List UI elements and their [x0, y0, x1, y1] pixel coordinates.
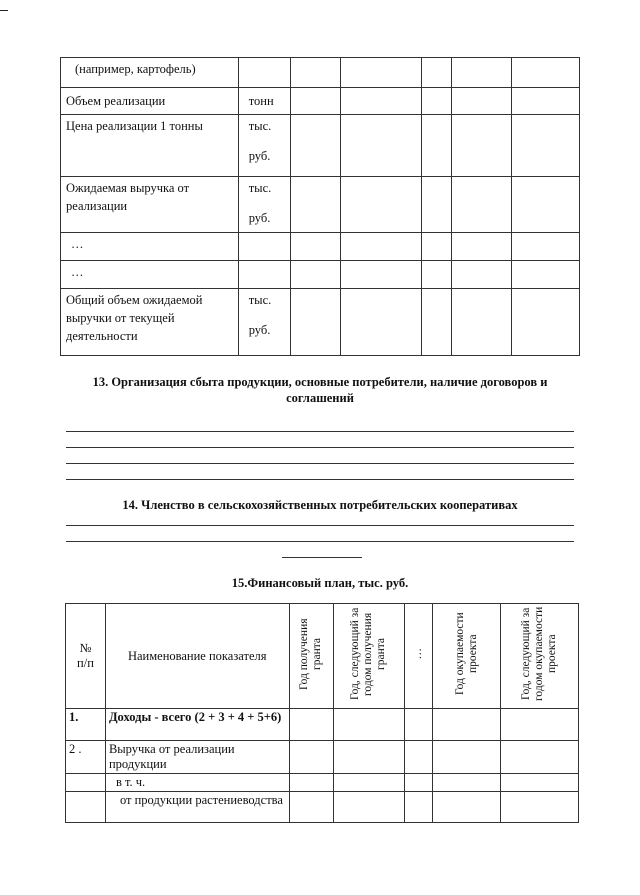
fill-line: [66, 479, 574, 480]
row-unit: тыс. руб.: [238, 177, 290, 233]
financial-plan-table: [65, 603, 579, 823]
row-name: …: [61, 261, 239, 289]
row-name: в т. ч.: [105, 774, 289, 792]
row-unit: тыс. руб.: [238, 289, 290, 356]
row-name: от продукции растениеводства: [105, 792, 289, 823]
table-row: [61, 261, 580, 289]
header-col-3: …: [405, 604, 433, 709]
table-header-row: [66, 604, 579, 709]
table-row: [66, 792, 579, 823]
row-unit: тыс. руб.: [238, 115, 290, 177]
row-name: Цена реализации 1 тонны: [61, 115, 239, 177]
header-col-2: Год, следующий за годом получения гранта: [333, 604, 405, 709]
header-col-5: Год, следующий за годом окупаемости проекта: [501, 604, 579, 709]
sales-volume-table: [60, 57, 580, 356]
table-row: [61, 177, 580, 233]
table-row: [61, 115, 580, 177]
table-row: [61, 233, 580, 261]
table-row: [66, 709, 579, 741]
fill-line: [66, 463, 574, 464]
fill-line: [66, 447, 574, 448]
row-unit: тонн: [238, 88, 290, 115]
section-15-title: 15.Финансовый план, тыс. руб.: [231, 576, 409, 590]
row-num: [66, 774, 106, 792]
table-row: [61, 88, 580, 115]
fill-line: [66, 431, 574, 432]
fill-line: [66, 525, 574, 526]
row-name: Объем реализации: [61, 88, 239, 115]
row-num: 1.: [66, 709, 106, 741]
row-name: Общий объем ожидаемой выручки от текущей деятельности: [61, 289, 239, 356]
header-col-1: Год получения гранта: [289, 604, 333, 709]
separator-line: [282, 557, 362, 558]
row-name: Ожидаемая выручка от реализации: [61, 177, 239, 233]
row-unit: [238, 58, 290, 88]
section-13-title: 13. Организация сбыта продукции, основные потребители, наличие договоров и соглашений: [92, 375, 548, 405]
row-name: Выручка от реализации продукции: [105, 741, 289, 774]
header-name: Наименование показателя: [105, 604, 289, 709]
table-row: [66, 774, 579, 792]
table-row: [66, 741, 579, 774]
row-num: 2 .: [66, 741, 106, 774]
row-num: [66, 792, 106, 823]
section-14-title: 14. Членство в сельскохозяйственных потребительских кооперативах: [122, 498, 518, 512]
header-col-4: Год окупаемости проекта: [433, 604, 501, 709]
header-num: № п/п: [66, 604, 106, 709]
row-name: (например, картофель): [61, 58, 239, 88]
table-row: [61, 58, 580, 88]
row-name: …: [61, 233, 239, 261]
fill-line: [66, 541, 574, 542]
row-name: Доходы - всего (2 + 3 + 4 + 5+6): [105, 709, 289, 741]
table-row: [61, 289, 580, 356]
corner-mark: [0, 10, 8, 11]
